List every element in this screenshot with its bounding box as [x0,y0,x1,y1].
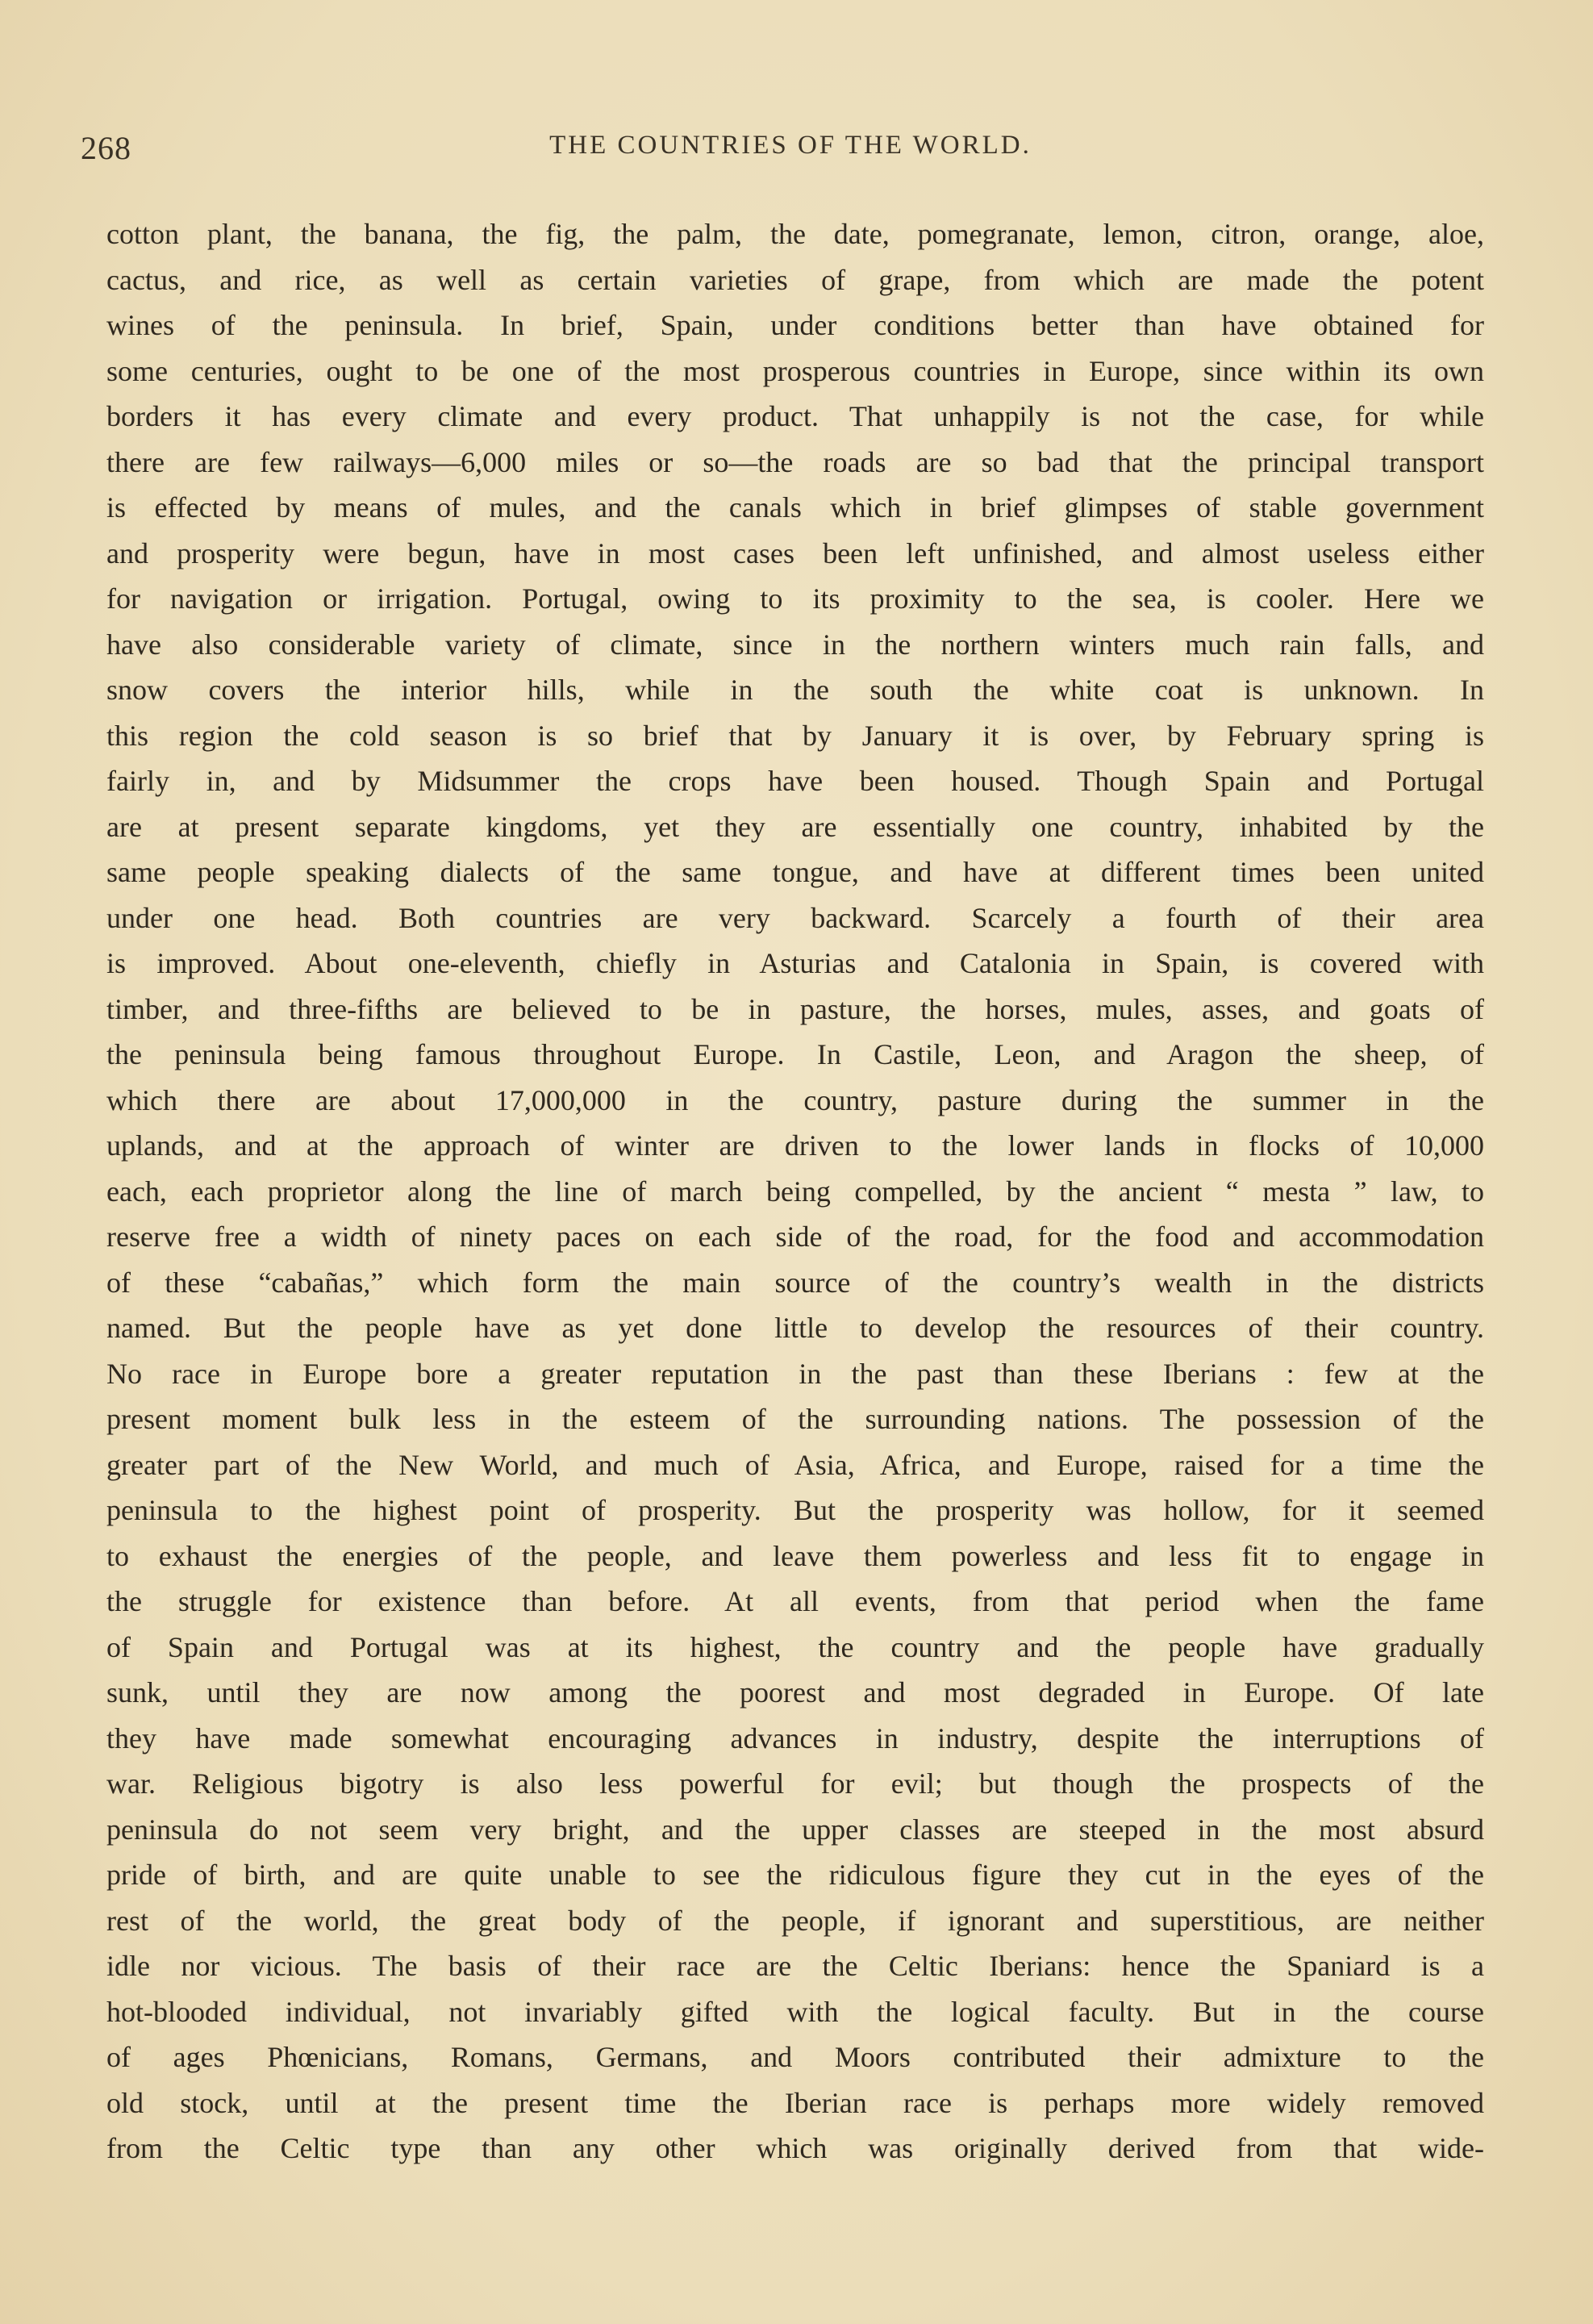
text-line: present moment bulk less in the esteem of the surrounding nations. The possession of the [106,1403,1484,1435]
text-line: peninsula do not seem very bright, and the upper classes are steeped in the most absurd [106,1813,1484,1846]
text-line: timber, and three-fifths are believed to be in pasture, the horses, mules, asses, and goats of [106,992,1484,1025]
text-line: this region the cold season is so brief that by January it is over, by February spring is [106,719,1484,752]
text-line: of Spain and Portugal was at its highest, the country and the people have gradually [106,1630,1484,1663]
text-line: hot-blooded individual, not invariably gifted with the logical faculty. But in the course [106,1995,1484,2028]
text-line: from the Celtic type than any other which was originally derived from that wide- [106,2132,1484,2164]
text-line: uplands, and at the approach of winter are driven to the lower lands in flocks of 10,000 [106,1129,1484,1162]
text-line: peninsula to the highest point of prosperity. But the prosperity was hollow, for it seemed [106,1494,1484,1526]
text-line: of these “cabañas,” which form the main source of the country’s wealth in the districts [106,1266,1484,1299]
page-number: 268 [81,130,131,166]
text-line: cotton plant, the banana, the fig, the palm, the date, pomegranate, lemon, citron, orange, aloe, [106,218,1484,250]
text-line: some centuries, ought to be one of the most prosperous countries in Europe, since within its own [106,354,1484,387]
text-line: sunk, until they are now among the poorest and most degraded in Europe. Of late [106,1676,1484,1709]
text-line: is effected by means of mules, and the canals which in brief glimpses of stable government [106,491,1484,524]
text-line: pride of birth, and are quite unable to see the ridiculous figure they cut in the eyes of the [106,1859,1484,1891]
text-line: which there are about 17,000,000 in the country, pasture during the summer in the [106,1083,1484,1116]
text-line: war. Religious bigotry is also less powerful for evil; but though the prospects of the [106,1767,1484,1800]
text-line: under one head. Both countries are very backward. Scarcely a fourth of their area [106,901,1484,934]
text-line: the peninsula being famous throughout Europe. In Castile, Leon, and Aragon the sheep, of [106,1038,1484,1070]
text-line: the struggle for existence than before. At all events, from that period when the fame [106,1585,1484,1617]
text-line: there are few railways—6,000 miles or so—the roads are so bad that the principal transport [106,445,1484,478]
text-line: is improved. About one-eleventh, chiefly in Asturias and Catalonia in Spain, is covered with [106,947,1484,979]
text-line: for navigation or irrigation. Portugal, owing to its proximity to the sea, is cooler. Here we [106,582,1484,615]
text-line: they have made somewhat encouraging advances in industry, despite the interruptions of [106,1721,1484,1754]
body-text [106,211,1484,2172]
text-line: idle nor vicious. The basis of their race are the Celtic Iberians: hence the Spaniard is a [106,1950,1484,1982]
text-line: wines of the peninsula. In brief, Spain, under conditions better than have obtained for [106,309,1484,341]
text-line: named. But the people have as yet done little to develop the resources of their country. [106,1312,1484,1344]
text-line: of ages Phœnicians, Romans, Germans, and Moors contributed their admixture to the [106,2041,1484,2073]
text-line: are at present separate kingdoms, yet they are essentially one country, inhabited by the [106,810,1484,843]
text-line: No race in Europe bore a greater reputation in the past than these Iberians : few at the [106,1357,1484,1390]
page-header [81,129,1500,177]
text-line: cactus, and rice, as well as certain varieties of grape, from which are made the potent [106,263,1484,296]
text-line: reserve free a width of ninety paces on each side of the road, for the food and accommodation [106,1220,1484,1253]
text-line: and prosperity were begun, have in most cases been left unfinished, and almost useless either [106,536,1484,570]
text-line: greater part of the New World, and much of Asia, Africa, and Europe, raised for a time the [106,1448,1484,1481]
text-line: to exhaust the energies of the people, and leave them powerless and less fit to engage in [106,1539,1484,1572]
running-head: THE COUNTRIES OF THE WORLD. [549,131,1032,160]
text-line: have also considerable variety of climate, since in the northern winters much rain falls, and [106,628,1484,661]
text-line: fairly in, and by Midsummer the crops have been housed. Though Spain and Portugal [106,765,1484,797]
text-line: borders it has every climate and every product. That unhappily is not the case, for while [106,400,1484,432]
text-line: old stock, until at the present time the Iberian race is perhaps more widely removed [106,2086,1484,2119]
text-line: snow covers the interior hills, while in the south the white coat is unknown. In [106,674,1484,706]
text-line: same people speaking dialects of the same tongue, and have at different times been united [106,856,1484,888]
text-line: each, each proprietor along the line of march being compelled, by the ancient “ mesta ” law, to [106,1175,1484,1208]
text-line: rest of the world, the great body of the people, if ignorant and superstitious, are neither [106,1904,1484,1937]
